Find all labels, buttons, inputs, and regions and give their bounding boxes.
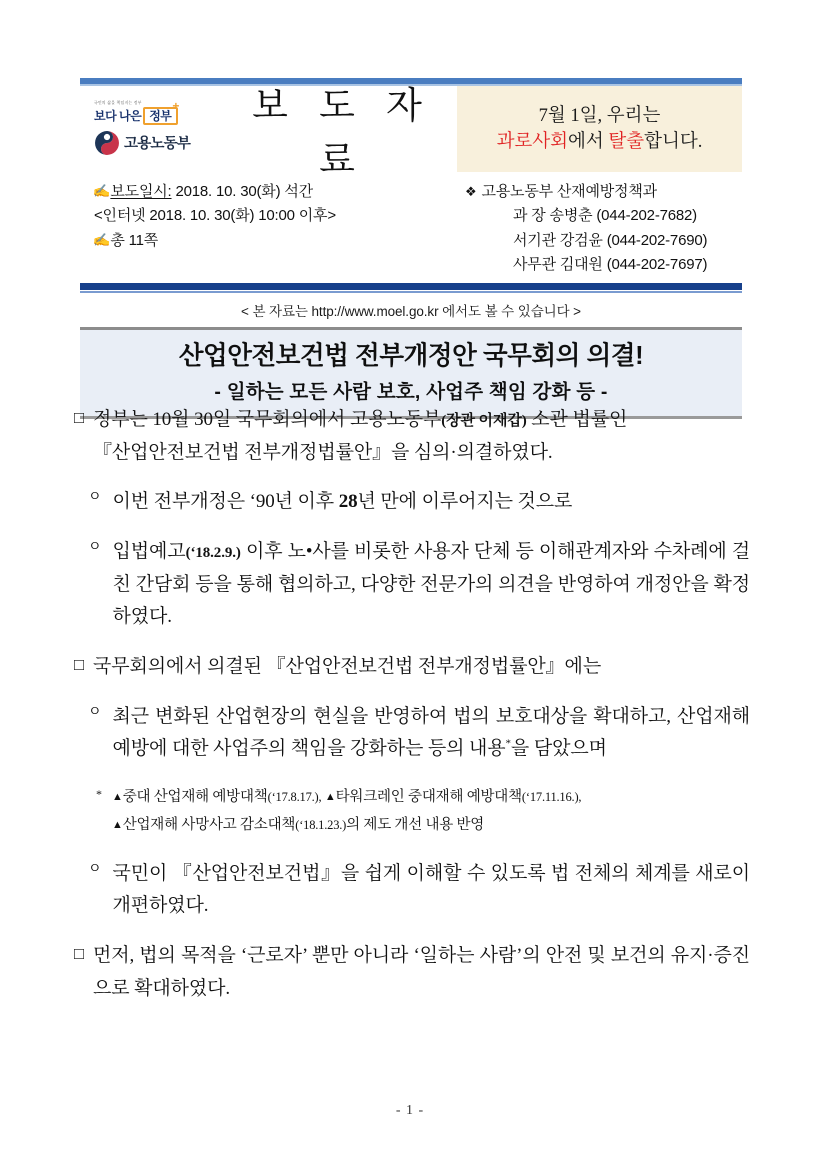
header-right-column [457, 86, 742, 172]
triangle-icon-3: ▲ [112, 819, 123, 832]
p2-text-c: 년 만에 이루어지는 것으로 [357, 491, 573, 513]
footnote-date-2: (‘17.11.16.), [521, 790, 582, 805]
document-body [72, 404, 750, 1022]
square-bullet-icon: □ [74, 408, 84, 427]
contact-phone: (044-202-7697) [606, 255, 708, 273]
square-bullet-icon: □ [74, 655, 84, 675]
circle-bullet-icon: ㅇ [88, 704, 102, 720]
release-date-line [94, 180, 457, 204]
header-body [80, 86, 742, 181]
promo-highlight-1: 과로사회 [496, 132, 569, 152]
page-title: 산업안전보건법 전부개정안 국무회의 의결! [178, 342, 644, 371]
promo-line-2 [497, 129, 703, 155]
p3-date-note: (‘18.2.9.) [185, 545, 241, 562]
contact-name: 송병춘 [549, 207, 593, 225]
circle-bullet-icon: ㅇ [88, 490, 102, 506]
footnote-star-icon: * [96, 787, 102, 802]
header-left-column [80, 86, 457, 181]
circle-bullet-icon: ㅇ [88, 861, 102, 877]
contact-person-row [465, 204, 742, 228]
contact-title: 과 장 [513, 207, 546, 225]
paragraph-6 [72, 858, 750, 923]
pen-icon: ✍ [92, 184, 111, 198]
paragraph-2-text [113, 486, 750, 519]
promo-tail-text: 합니다. [644, 132, 703, 152]
circle-bullet-icon: ㅇ [88, 540, 102, 556]
paragraph-3 [72, 536, 750, 634]
footnote-item-1: 중대 산업재해 예방대책 [122, 789, 268, 806]
better-government-tagline: 국민의 삶을 책임지는 정부 [94, 101, 142, 106]
contact-department-line [465, 180, 742, 204]
paragraph-2 [72, 486, 750, 519]
taegeuk-icon [94, 130, 120, 156]
paragraph-1 [72, 404, 750, 469]
paragraph-4-text: 국무회의에서 의결된 『산업안전보건법 전부개정법률안』에는 [92, 656, 602, 678]
p1-text-c: 소관 법률인 [526, 409, 628, 430]
paragraph-5-text [113, 701, 750, 766]
paragraph-6-text: 국민이 『산업안전보건법』을 쉽게 이해할 수 있도록 법 전체의 체계를 새로이 개편하였다. [112, 862, 750, 917]
internet-release-line: <인터넷 2018. 10. 30(화) 10:00 이후> [94, 207, 336, 225]
contact-phone: (044-202-7690) [606, 231, 708, 249]
ministry-logo-text: 고용노동부 [124, 136, 191, 153]
page-number: - 1 - [395, 1103, 425, 1118]
promo-highlight-2: 탈출 [608, 132, 645, 152]
ministry-logo [94, 130, 190, 156]
press-release-header [80, 78, 742, 419]
header-info-row [80, 172, 742, 283]
contact-title: 사무관 [513, 255, 556, 273]
pen-icon-2: ✍ [92, 232, 111, 247]
footnote-item-2: 타워크레인 중대재해 예방대책 [335, 789, 522, 806]
better-government-logo [94, 98, 180, 125]
contact-title: 서기관 [513, 231, 556, 249]
contact-department: 고용노동부 산재예방정책과 [481, 183, 657, 200]
better-government-text-left: 보다 나은 [94, 108, 142, 123]
p2-text-a: 이번 전부개정은 ‘90년 이후 [112, 491, 339, 513]
brand-row [80, 86, 457, 181]
p3-text-a: 입법예고 [112, 541, 186, 563]
footnote-item-3: 산업재해 사망사고 감소대책 [122, 817, 296, 834]
p5-text-b: 을 담았으며 [510, 738, 607, 760]
promo-line-1: 7월 1일, 우리는 [538, 105, 661, 126]
plus-icon: + [172, 98, 180, 113]
square-bullet-icon: □ [74, 943, 84, 963]
page-count-value: 11쪽 [128, 231, 159, 249]
paragraph-5 [72, 701, 750, 766]
p5-text-a: 최근 변화된 산업현장의 현실을 반영하여 법의 보호대상을 확대하고, 산업재해 예방에 대한 사업주의 책임을 강화하는 등의 내용 [112, 705, 750, 760]
paragraph-3-text [113, 536, 750, 634]
contact-block [457, 172, 742, 283]
contact-person-row [465, 229, 742, 253]
paragraph-7 [72, 940, 750, 1005]
paragraph-4 [72, 651, 750, 684]
website-notice: < 본 자료는 http://www.moel.go.kr 에서도 볼 수 있습니다 > [241, 304, 581, 320]
page-count-line [94, 229, 457, 253]
promo-box [457, 86, 742, 172]
document-kind-title: 보 도 자 료 [252, 86, 433, 181]
logo-stack [94, 98, 220, 156]
p1-line-2: 『산업안전보건법 전부개정법률안』을 심의·의결하였다. [92, 441, 553, 463]
footnote-marker: * [505, 738, 511, 751]
p3-text-c: 이후 노•사를 비롯한 사용자 단체 등 이해관계자와 수차례에 걸친 간담회 등을 통해 협의하고, 다양한 전문가의 의견을 반영하여 개정안을 확정하였다. [112, 541, 750, 628]
better-government-bracket [143, 98, 180, 125]
contact-name: 김대원 [559, 255, 603, 273]
paragraph-1-text [93, 404, 750, 469]
contact-person-row [465, 253, 742, 277]
triangle-icon-1: ▲ [112, 791, 123, 804]
footnote-block [72, 783, 750, 840]
contact-name: 강검윤 [559, 231, 603, 249]
footnote-date-3: (‘18.1.23.) [295, 818, 347, 833]
header-bottom-rule [80, 283, 742, 290]
contact-phone: (044-202-7682) [596, 207, 697, 225]
release-info-block [80, 172, 457, 283]
footnote-text [112, 783, 750, 840]
promo-mid-text: 에서 [568, 132, 609, 152]
diamond-bullet-icon: ❖ [465, 184, 477, 199]
footnote-item-3-tail: 의 제도 개선 내용 반영 [346, 817, 485, 834]
better-government-text-right: 정부 [149, 108, 172, 123]
triangle-icon-2: ▲ [324, 791, 336, 804]
p2-years-number: 28 [338, 491, 358, 513]
p1-minister-note: (장관 이재갑) [441, 413, 527, 429]
page-subtitle: - 일하는 모든 사람 보호, 사업주 책임 강화 등 - [214, 381, 608, 404]
release-date-label: 보도일시: [110, 183, 172, 200]
paragraph-7-text: 먼저, 법의 목적을 ‘근로자’ 뿐만 아니라 ‘일하는 사람’의 안전 및 보건의 유지·증진으로 확대하였다. [92, 944, 750, 999]
release-date-value: 2018. 10. 30(화) 석간 [175, 183, 313, 200]
p1-text-a: 정부는 10월 30일 국무회의에서 고용노동부 [92, 409, 442, 430]
page-count-label: 총 [110, 231, 125, 249]
footnote-date-1: (‘17.8.17.), [267, 790, 322, 805]
